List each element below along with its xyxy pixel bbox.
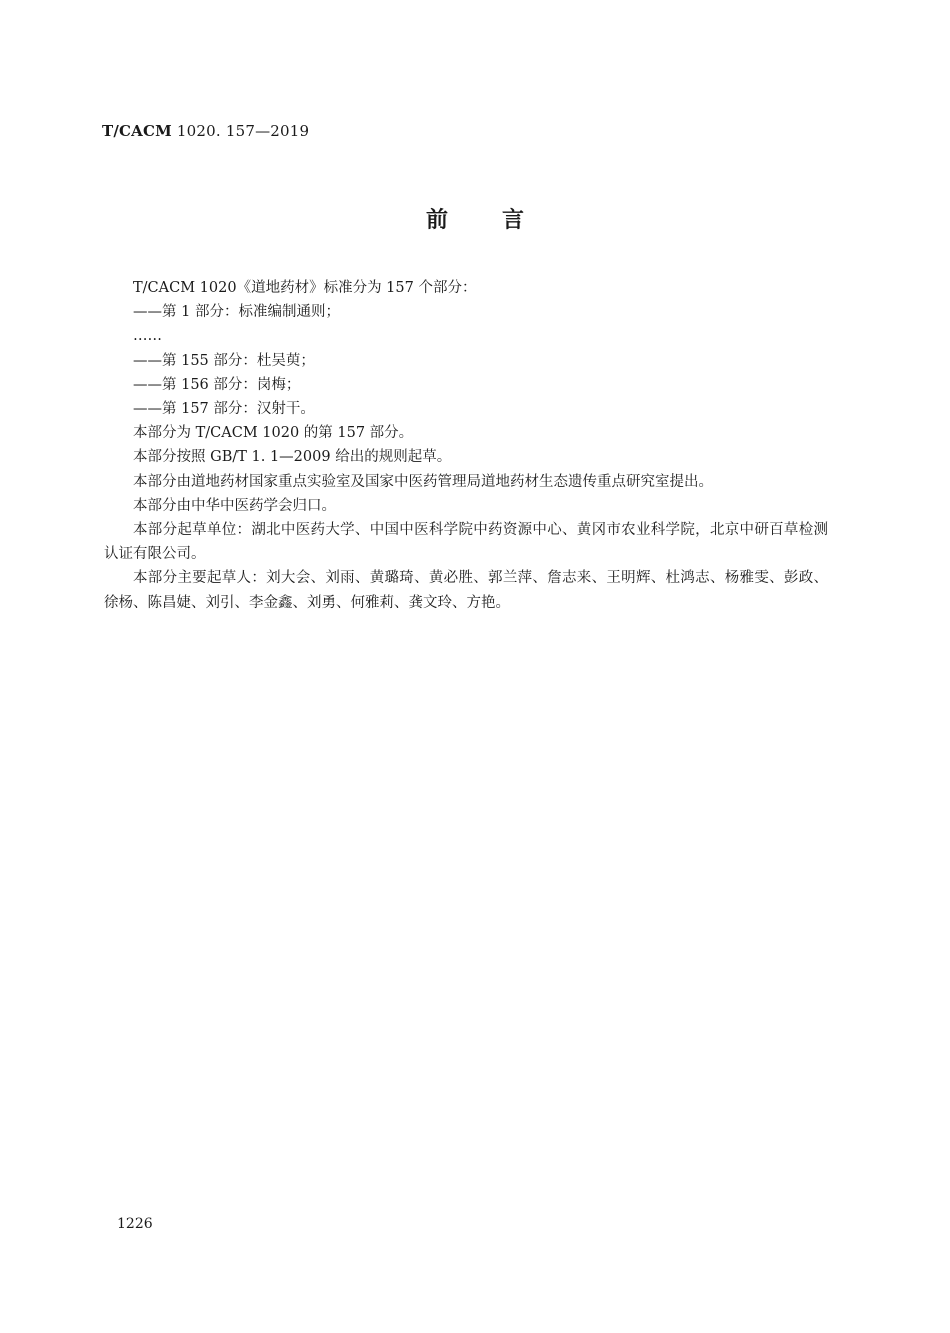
standard-code-number: 1020. 157—2019 bbox=[171, 122, 310, 140]
paragraph: …… bbox=[133, 328, 162, 345]
foreword-body bbox=[104, 276, 828, 615]
paragraph: 本部分由中华中医药学会归口。 bbox=[133, 497, 336, 514]
paragraph: ——第 1 部分：标准编制通则； bbox=[133, 304, 340, 321]
standard-code bbox=[102, 122, 309, 140]
paragraph: 本部分起草单位：湖北中医药大学、中国中医科学院中药资源中心、黄冈市农业科学院，北京中研百草检测认证有限公司。 bbox=[104, 522, 828, 563]
paragraph: ——第 155 部分：杜吴萸； bbox=[133, 352, 315, 369]
paragraph: 本部分为 T/CACM 1020 的第 157 部分。 bbox=[133, 425, 414, 442]
paragraph: 本部分按照 GB/T 1. 1—2009 给出的规则起草。 bbox=[133, 449, 452, 466]
page-number: 1226 bbox=[117, 1216, 153, 1232]
paragraph: ——第 156 部分：岗梅； bbox=[133, 376, 301, 393]
page-title: 前言 bbox=[425, 207, 578, 233]
paragraph: T/CACM 1020《道地药材》标准分为 157 个部分： bbox=[133, 280, 477, 296]
paragraph: 本部分主要起草人：刘大会、刘雨、黄璐琦、黄必胜、郭兰萍、詹志来、王明辉、杜鸿志、杨雅雯、彭政、徐杨、陈昌婕、刘引、李金鑫、刘勇、何雅莉、龚文玲、方艳。 bbox=[104, 570, 828, 611]
paragraph: 本部分由道地药材国家重点实验室及国家中医药管理局道地药材生态遗传重点研究室提出。 bbox=[133, 473, 713, 490]
paragraph: ——第 157 部分：汉射干。 bbox=[133, 401, 315, 418]
standard-code-prefix: T/CACM bbox=[102, 122, 172, 140]
